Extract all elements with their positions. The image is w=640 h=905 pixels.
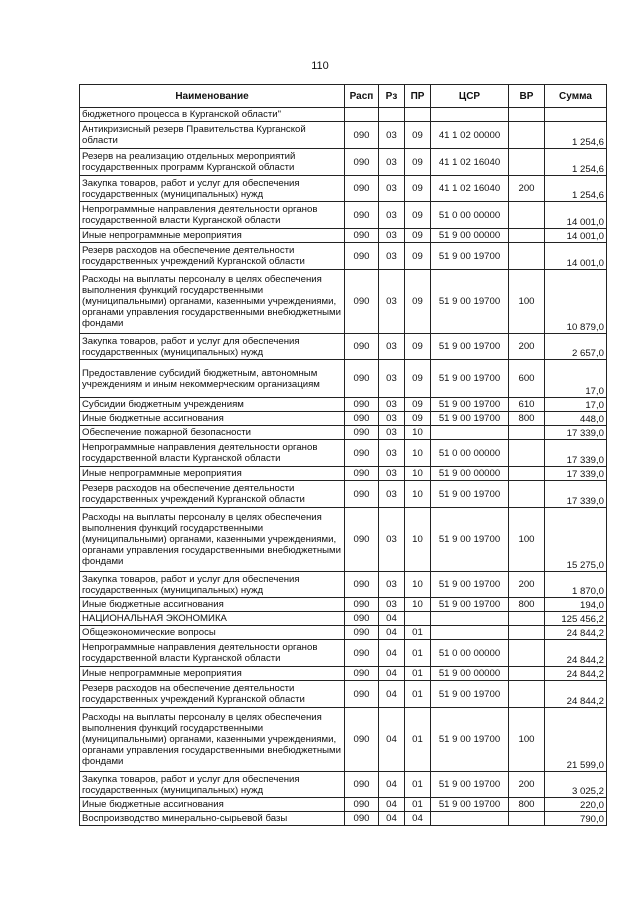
cell-vr (509, 626, 545, 640)
cell-name: Непрограммные направления деятельности органов государственной власти Курганской области (80, 202, 345, 229)
cell-rasp: 090 (345, 612, 379, 626)
cell-name: Иные бюджетные ассигнования (80, 412, 345, 426)
cell-pr: 01 (405, 667, 431, 681)
cell-rz: 03 (379, 508, 405, 572)
table-row (80, 812, 607, 826)
cell-name: Резерв на реализацию отдельных мероприятий государственных программ Курганской области (80, 149, 345, 176)
cell-pr: 09 (405, 202, 431, 229)
cell-vr: 800 (509, 412, 545, 426)
cell-vr (509, 681, 545, 708)
cell-name: Закупка товаров, работ и услуг для обеспечения государственных (муниципальных) нужд (80, 334, 345, 360)
cell-pr: 10 (405, 440, 431, 467)
cell-sum: 1 870,0 (545, 572, 607, 598)
cell-name: Резерв расходов на обеспечение деятельности государственных учреждений Курганской области (80, 481, 345, 508)
table-row (80, 467, 607, 481)
cell-name: Антикризисный резерв Правительства Курганской области (80, 122, 345, 149)
table-row (80, 412, 607, 426)
cell-rz: 04 (379, 798, 405, 812)
cell-pr (405, 612, 431, 626)
cell-rasp: 090 (345, 176, 379, 202)
cell-csr (431, 108, 509, 122)
table-row (80, 122, 607, 149)
cell-csr: 51 9 00 19700 (431, 270, 509, 334)
cell-vr: 600 (509, 360, 545, 398)
cell-sum: 1 254,6 (545, 176, 607, 202)
cell-name: Воспроизводство минерально-сырьевой базы (80, 812, 345, 826)
cell-vr: 800 (509, 798, 545, 812)
cell-csr: 51 0 00 00000 (431, 202, 509, 229)
table-header-row (80, 85, 607, 108)
cell-sum: 24 844,2 (545, 640, 607, 667)
cell-rasp: 090 (345, 202, 379, 229)
cell-name: Закупка товаров, работ и услуг для обеспечения государственных (муниципальных) нужд (80, 772, 345, 798)
cell-pr: 09 (405, 398, 431, 412)
header-sum: Сумма (545, 85, 607, 108)
cell-rasp: 090 (345, 812, 379, 826)
table-row (80, 440, 607, 467)
cell-rz: 03 (379, 598, 405, 612)
cell-sum: 15 275,0 (545, 508, 607, 572)
cell-csr: 51 9 00 19700 (431, 708, 509, 772)
cell-rz: 03 (379, 122, 405, 149)
page-number: 110 (311, 60, 329, 72)
cell-csr: 51 9 00 19700 (431, 508, 509, 572)
cell-name: Иные непрограммные мероприятия (80, 229, 345, 243)
cell-name: Общеэкономические вопросы (80, 626, 345, 640)
cell-rasp: 090 (345, 229, 379, 243)
table-row (80, 426, 607, 440)
cell-name: Резерв расходов на обеспечение деятельности государственных учреждений Курганской области (80, 681, 345, 708)
cell-name: Субсидии бюджетным учреждениям (80, 398, 345, 412)
cell-vr: 100 (509, 708, 545, 772)
cell-sum: 17 339,0 (545, 426, 607, 440)
cell-pr: 10 (405, 481, 431, 508)
cell-name: Непрограммные направления деятельности органов государственной власти Курганской области (80, 640, 345, 667)
cell-csr: 51 9 00 19700 (431, 598, 509, 612)
cell-pr: 01 (405, 626, 431, 640)
cell-rz: 03 (379, 149, 405, 176)
cell-pr: 10 (405, 508, 431, 572)
cell-rz: 03 (379, 202, 405, 229)
cell-sum: 1 254,6 (545, 149, 607, 176)
cell-rasp: 090 (345, 481, 379, 508)
cell-rz: 04 (379, 667, 405, 681)
cell-rasp: 090 (345, 626, 379, 640)
cell-sum: 24 844,2 (545, 667, 607, 681)
header-pr: ПР (405, 85, 431, 108)
cell-rasp: 090 (345, 412, 379, 426)
cell-name: Расходы на выплаты персоналу в целях обеспечения выполнения функций государственными (муниципальными) органами, казенными учреждениями, органами управления государственными внебюджетными фондами (80, 708, 345, 772)
table-row (80, 398, 607, 412)
cell-rz (379, 108, 405, 122)
cell-rasp: 090 (345, 772, 379, 798)
cell-rasp: 090 (345, 122, 379, 149)
cell-sum: 17 339,0 (545, 481, 607, 508)
table-row (80, 270, 607, 334)
cell-rasp: 090 (345, 467, 379, 481)
cell-rz: 04 (379, 812, 405, 826)
cell-csr: 51 9 00 19700 (431, 243, 509, 270)
cell-rasp: 090 (345, 598, 379, 612)
table-row (80, 149, 607, 176)
cell-rasp: 090 (345, 681, 379, 708)
cell-pr: 09 (405, 270, 431, 334)
cell-csr: 51 0 00 00000 (431, 440, 509, 467)
cell-sum: 2 657,0 (545, 334, 607, 360)
cell-rz: 03 (379, 334, 405, 360)
header-csr: ЦСР (431, 85, 509, 108)
cell-name: Иные бюджетные ассигнования (80, 798, 345, 812)
table-row (80, 572, 607, 598)
header-vr: ВР (509, 85, 545, 108)
cell-vr (509, 481, 545, 508)
table-row (80, 612, 607, 626)
cell-sum: 17 339,0 (545, 440, 607, 467)
cell-rasp: 090 (345, 149, 379, 176)
cell-csr: 51 9 00 00000 (431, 667, 509, 681)
cell-pr: 09 (405, 149, 431, 176)
cell-name: НАЦИОНАЛЬНАЯ ЭКОНОМИКА (80, 612, 345, 626)
cell-rz: 04 (379, 612, 405, 626)
cell-rz: 03 (379, 440, 405, 467)
cell-pr: 09 (405, 229, 431, 243)
table-row (80, 176, 607, 202)
cell-csr: 51 9 00 19700 (431, 360, 509, 398)
cell-vr (509, 467, 545, 481)
cell-pr: 01 (405, 681, 431, 708)
cell-rz: 03 (379, 412, 405, 426)
cell-csr: 51 9 00 19700 (431, 398, 509, 412)
cell-pr: 09 (405, 176, 431, 202)
cell-rz: 03 (379, 572, 405, 598)
cell-vr (509, 667, 545, 681)
cell-rz: 04 (379, 681, 405, 708)
cell-rasp: 090 (345, 572, 379, 598)
table-row (80, 108, 607, 122)
cell-rasp (345, 108, 379, 122)
table-row (80, 508, 607, 572)
cell-csr: 51 9 00 19700 (431, 572, 509, 598)
table-row (80, 202, 607, 229)
cell-pr: 10 (405, 467, 431, 481)
cell-sum: 17,0 (545, 360, 607, 398)
header-name: Наименование (80, 85, 345, 108)
cell-vr (509, 229, 545, 243)
cell-vr (509, 812, 545, 826)
cell-csr: 51 9 00 00000 (431, 467, 509, 481)
table-row (80, 667, 607, 681)
cell-sum: 17 339,0 (545, 467, 607, 481)
cell-pr: 10 (405, 598, 431, 612)
cell-vr: 200 (509, 572, 545, 598)
cell-vr: 800 (509, 598, 545, 612)
cell-rz: 04 (379, 626, 405, 640)
cell-vr: 200 (509, 334, 545, 360)
cell-vr (509, 202, 545, 229)
cell-csr: 41 1 02 00000 (431, 122, 509, 149)
cell-rz: 03 (379, 176, 405, 202)
cell-name: Расходы на выплаты персоналу в целях обеспечения выполнения функций государственными (муниципальными) органами, казенными учреждениями, органами управления государственными внебюджетными фондами (80, 508, 345, 572)
cell-name: бюджетного процесса в Курганской области" (80, 108, 345, 122)
cell-vr (509, 612, 545, 626)
cell-pr: 10 (405, 572, 431, 598)
cell-vr: 100 (509, 508, 545, 572)
cell-pr: 04 (405, 812, 431, 826)
cell-rasp: 090 (345, 640, 379, 667)
cell-name: Предоставление субсидий бюджетным, автономным учреждениям и иным некоммерческим организациям (80, 360, 345, 398)
cell-csr (431, 612, 509, 626)
cell-rz: 04 (379, 708, 405, 772)
cell-sum: 17,0 (545, 398, 607, 412)
cell-sum: 790,0 (545, 812, 607, 826)
cell-name: Резерв расходов на обеспечение деятельности государственных учреждений Курганской области (80, 243, 345, 270)
cell-csr: 41 1 02 16040 (431, 149, 509, 176)
cell-sum: 14 001,0 (545, 243, 607, 270)
cell-rasp: 090 (345, 426, 379, 440)
cell-rasp: 090 (345, 270, 379, 334)
cell-name: Иные непрограммные мероприятия (80, 667, 345, 681)
cell-vr (509, 640, 545, 667)
cell-vr (509, 426, 545, 440)
cell-csr: 51 9 00 19700 (431, 772, 509, 798)
cell-vr: 200 (509, 772, 545, 798)
cell-vr (509, 149, 545, 176)
cell-pr: 09 (405, 360, 431, 398)
cell-rasp: 090 (345, 440, 379, 467)
cell-csr: 51 0 00 00000 (431, 640, 509, 667)
cell-pr (405, 108, 431, 122)
cell-pr: 01 (405, 772, 431, 798)
cell-csr (431, 812, 509, 826)
cell-rasp: 090 (345, 243, 379, 270)
cell-sum: 194,0 (545, 598, 607, 612)
cell-sum: 1 254,6 (545, 122, 607, 149)
cell-rz: 03 (379, 243, 405, 270)
table-row (80, 243, 607, 270)
cell-sum: 125 456,2 (545, 612, 607, 626)
cell-rz: 03 (379, 481, 405, 508)
cell-rz: 03 (379, 229, 405, 243)
cell-name: Обеспечение пожарной безопасности (80, 426, 345, 440)
cell-name: Закупка товаров, работ и услуг для обеспечения государственных (муниципальных) нужд (80, 572, 345, 598)
cell-csr: 41 1 02 16040 (431, 176, 509, 202)
cell-rasp: 090 (345, 667, 379, 681)
cell-sum: 10 879,0 (545, 270, 607, 334)
table-row (80, 798, 607, 812)
cell-name: Иные непрограммные мероприятия (80, 467, 345, 481)
cell-csr (431, 426, 509, 440)
cell-rasp: 090 (345, 708, 379, 772)
table-row (80, 360, 607, 398)
cell-sum: 21 599,0 (545, 708, 607, 772)
cell-sum: 14 001,0 (545, 229, 607, 243)
cell-vr (509, 108, 545, 122)
table-row (80, 681, 607, 708)
table-row (80, 334, 607, 360)
table-row (80, 708, 607, 772)
cell-rz: 03 (379, 398, 405, 412)
table-row (80, 229, 607, 243)
cell-pr: 09 (405, 412, 431, 426)
table-row (80, 626, 607, 640)
cell-csr: 51 9 00 19700 (431, 412, 509, 426)
cell-pr: 09 (405, 334, 431, 360)
cell-csr: 51 9 00 19700 (431, 798, 509, 812)
table-row (80, 640, 607, 667)
cell-vr (509, 440, 545, 467)
cell-sum: 24 844,2 (545, 681, 607, 708)
cell-sum: 14 001,0 (545, 202, 607, 229)
cell-rz: 03 (379, 426, 405, 440)
header-rasp: Расп (345, 85, 379, 108)
cell-csr: 51 9 00 19700 (431, 334, 509, 360)
cell-name: Закупка товаров, работ и услуг для обеспечения государственных (муниципальных) нужд (80, 176, 345, 202)
cell-rasp: 090 (345, 360, 379, 398)
cell-vr: 100 (509, 270, 545, 334)
cell-rz: 04 (379, 772, 405, 798)
cell-name: Иные бюджетные ассигнования (80, 598, 345, 612)
cell-pr: 10 (405, 426, 431, 440)
cell-vr (509, 122, 545, 149)
cell-pr: 09 (405, 122, 431, 149)
cell-rasp: 090 (345, 398, 379, 412)
cell-pr: 01 (405, 708, 431, 772)
table-body (80, 108, 607, 826)
cell-sum: 448,0 (545, 412, 607, 426)
cell-rasp: 090 (345, 508, 379, 572)
cell-sum (545, 108, 607, 122)
cell-sum: 220,0 (545, 798, 607, 812)
cell-rz: 03 (379, 270, 405, 334)
cell-pr: 01 (405, 640, 431, 667)
cell-rz: 03 (379, 360, 405, 398)
cell-vr (509, 243, 545, 270)
cell-csr (431, 626, 509, 640)
cell-sum: 3 025,2 (545, 772, 607, 798)
cell-csr: 51 9 00 00000 (431, 229, 509, 243)
budget-table (79, 84, 607, 826)
cell-pr: 09 (405, 243, 431, 270)
table-row (80, 598, 607, 612)
cell-sum: 24 844,2 (545, 626, 607, 640)
cell-name: Расходы на выплаты персоналу в целях обеспечения выполнения функций государственными (муниципальными) органами, казенными учреждениями, органами управления государственными внебюджетными фондами (80, 270, 345, 334)
cell-csr: 51 9 00 19700 (431, 481, 509, 508)
cell-rasp: 090 (345, 798, 379, 812)
header-rz: Рз (379, 85, 405, 108)
table-row (80, 772, 607, 798)
cell-csr: 51 9 00 19700 (431, 681, 509, 708)
cell-vr: 200 (509, 176, 545, 202)
cell-name: Непрограммные направления деятельности органов государственной власти Курганской области (80, 440, 345, 467)
cell-pr: 01 (405, 798, 431, 812)
cell-rz: 04 (379, 640, 405, 667)
cell-vr: 610 (509, 398, 545, 412)
table-row (80, 481, 607, 508)
cell-rz: 03 (379, 467, 405, 481)
cell-rasp: 090 (345, 334, 379, 360)
